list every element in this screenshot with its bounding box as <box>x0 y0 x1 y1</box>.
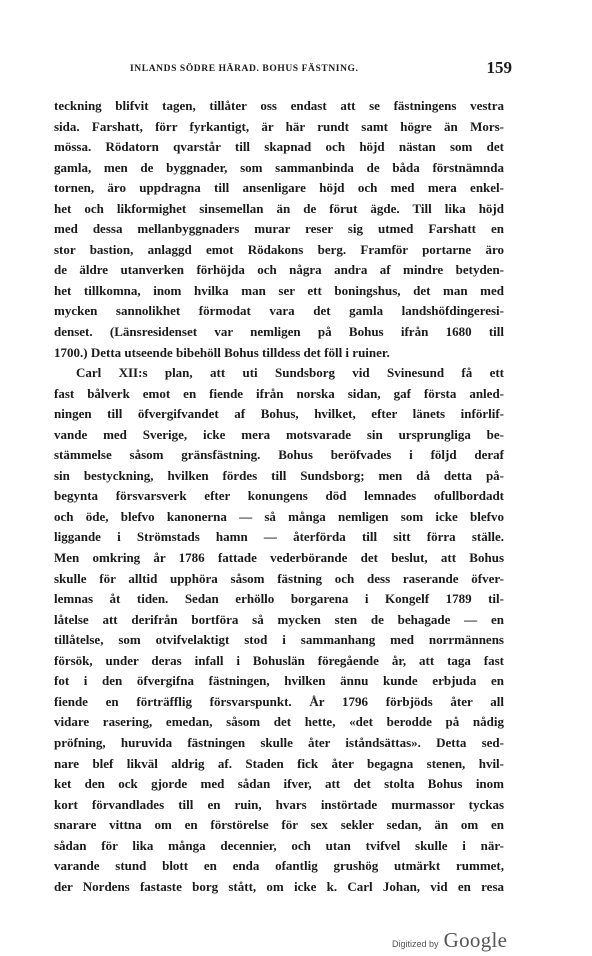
watermark-prefix: Digitized by <box>392 939 439 949</box>
text-line: försök, under deras infall i Bohuslän föregående år, att taga fast <box>54 652 504 668</box>
text-line: stor bastion, anlaggd emot Rödakons berg. Framför portarne äro <box>54 241 504 257</box>
text-line: låtelse att derifrån bortföra så mycken sten de behagade — en <box>54 611 504 627</box>
text-line: med dessa mellanbyggnaders murar reser sig utmed Farshatt en <box>54 221 504 237</box>
text-line: mycken sannolikhet förmodat vara det gamla landshöfdingeresi- <box>54 303 504 319</box>
body-text <box>54 96 504 897</box>
text-line: skulle för alltid upphöra såsom fästning och dess raserande öfver- <box>54 570 504 586</box>
page-number: 159 <box>486 58 512 77</box>
text-line: het och likformighet sinsemellan än de förut ägde. Till lika höjd <box>54 200 504 216</box>
google-logo: Google <box>443 928 508 952</box>
text-line: vande med Sverige, icke mera motsvarade sin ursprungliga be- <box>54 426 504 442</box>
text-line: tillåtelse, som otvifvelaktigt stod i sammanhang med norrmännens <box>54 632 504 648</box>
text-line: snarare vittna om en förstörelse för sex sekler sedan, än om en <box>54 817 504 833</box>
text-line: begynta försvarsverk efter konungens död lemnades ofullbordadt <box>54 488 504 504</box>
text-line: ket den ock gjorde med sådan ifver, att det stolta Bohus inom <box>54 776 504 792</box>
text-line: sådan för lika många decennier, och utan tvifvel skulle i när- <box>54 837 504 853</box>
text-line: Men omkring år 1786 fattade vederbörande det beslut, att Bohus <box>54 550 504 566</box>
text-line: vidare rasering, emedan, såsom det hette, «det berodde på nådig <box>54 714 504 730</box>
text-line: denset. (Länsresidenset var nemligen på Bohus ifrån 1680 till <box>54 324 504 340</box>
text-line: kort förvandlades till en ruin, hvars instörtade murmassor tyckas <box>54 796 504 812</box>
text-line: sida. Farshatt, förr fyrkantigt, är här rundt samt högre än Mors- <box>54 118 504 134</box>
text-line: pröfning, huruvida fästningen skulle åter iståndsättas». Detta sed- <box>54 734 504 750</box>
text-line: mössa. Rödatorn qvarstår till skapnad och höjd nästan som det <box>54 139 504 155</box>
text-line: fiende en förträfflig försvarspunkt. År 1796 förbjöds åter all <box>54 693 504 709</box>
text-line: Carl XII:s plan, att uti Sundsborg vid Svinesund få ett <box>76 365 504 381</box>
text-line: gamla, men de byggnader, som sammanbinda de båda förstnämnda <box>54 159 504 175</box>
text-line: tornen, äro uppdragna till ansenligare höjd och med mera enkel- <box>54 180 504 196</box>
text-line: het tillkomna, inom hvilka man ser ett boningshus, det man med <box>54 282 504 298</box>
text-line: 1700.) Detta utseende bibehöll Bohus tilldess det föll i ruiner. <box>54 344 390 360</box>
text-line: fot i den öfvergifna fästningen, hvilken ännu kunde erbjuda en <box>54 673 504 689</box>
text-line: liggande i Strömstads hamn — återförda till sitt förra ställe. <box>54 529 504 545</box>
text-line: de äldre utanverken förhöjda och några andra af mindre betyden- <box>54 262 504 278</box>
text-line: lemnas åt tiden. Sedan erhöllo borgarena i Kongelf 1789 til- <box>54 591 504 607</box>
text-line: nare blef likväl aldrig af. Staden fick åter begagna stenen, hvil- <box>54 755 504 771</box>
digitized-by-google-watermark <box>392 928 507 953</box>
text-line: fast bålverk emot en fiende ifrån norska sidan, gaf första anled- <box>54 385 504 401</box>
text-line: ningen till öfvergifvandet af Bohus, hvilket, efter länets införlif- <box>54 406 504 422</box>
text-line: stämmelse såsom gränsfästning. Bohus beröfvades i följd deraf <box>54 447 504 463</box>
text-line: varande stund blott en enda ofantlig grushög utmärkt rummet, <box>54 858 504 874</box>
running-title: INLANDS SÖDRE HÄRAD. BOHUS FÄSTNING. <box>130 64 359 74</box>
text-line: der Nordens fastaste borg stått, om icke k. Carl Johan, vid en resa <box>54 878 504 894</box>
running-header <box>100 58 512 82</box>
text-line: sin bestyckning, hvilken fördes till Sundsborg; men då detta på- <box>54 467 504 483</box>
text-line: och öde, blefvo kanonerna — så många nemligen som icke blefvo <box>54 508 504 524</box>
text-line: teckning blifvit tagen, tillåter oss endast att se fästningens vestra <box>54 98 504 113</box>
